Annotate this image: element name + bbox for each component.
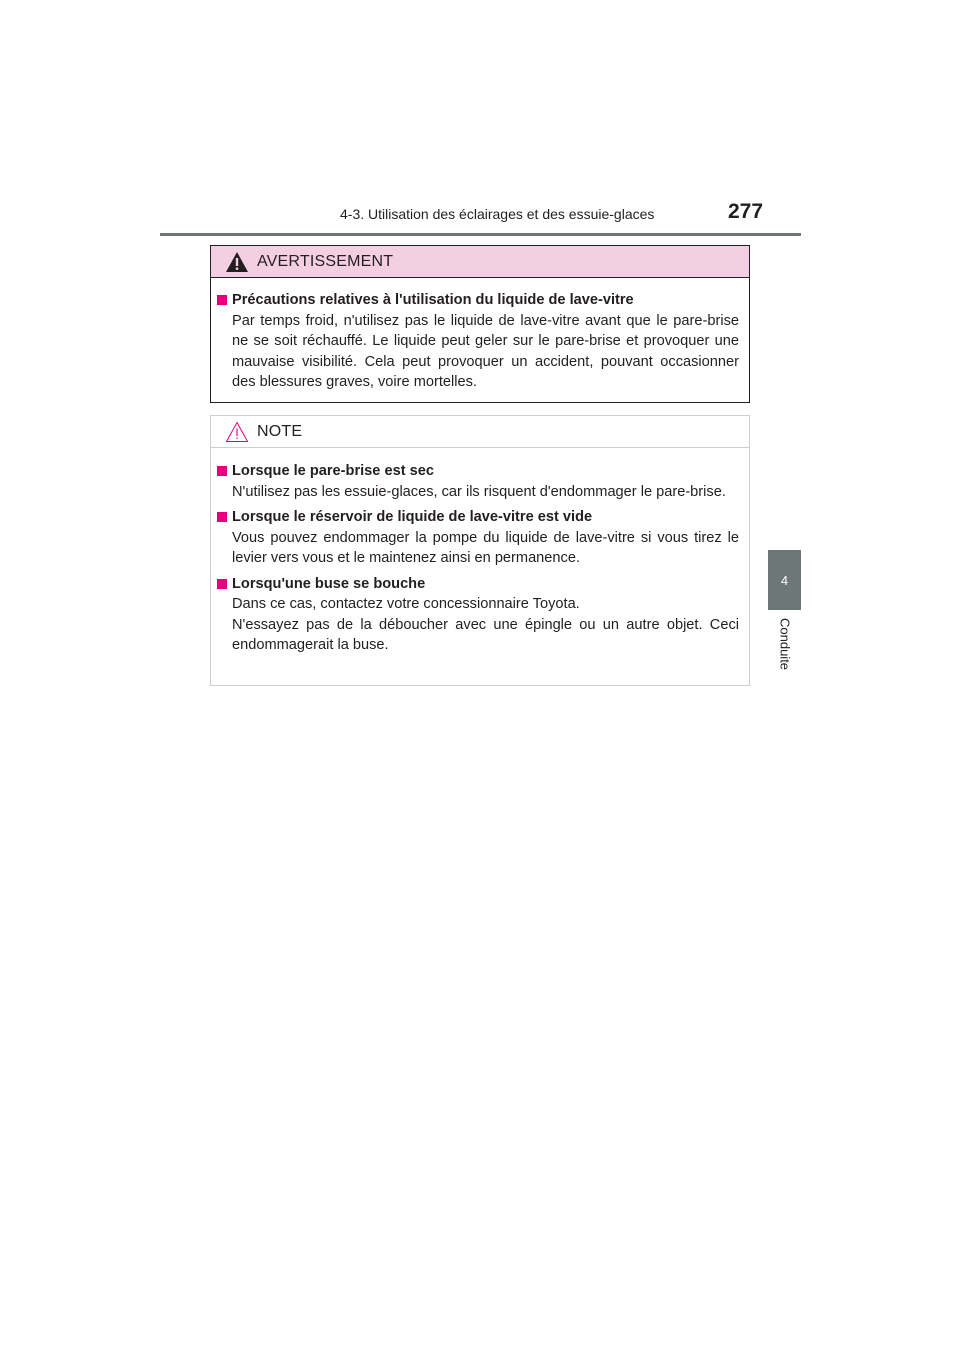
note-item-title: [217, 574, 739, 595]
warning-item-title-text: Précautions relatives à l'utilisation du liquide de lave-vitre: [232, 292, 634, 308]
warning-box: [210, 245, 750, 403]
note-item-text: Dans ce cas, contactez votre concessionnaire Toyota.: [232, 596, 580, 612]
chapter-tab[interactable]: [768, 550, 801, 610]
section-title: 4-3. Utilisation des éclairages et des essuie-glaces: [340, 206, 655, 222]
note-item-text: N'essayez pas de la déboucher avec une épingle ou un autre objet. Ceci endommagerait la buse.: [232, 616, 739, 653]
warning-item-title: [217, 290, 739, 311]
note-item-title-text: Lorsque le réservoir de liquide de lave-vitre est vide: [232, 509, 593, 525]
note-body: [211, 448, 749, 656]
warning-item-text: Par temps froid, n'utilisez pas le liquide de lave-vitre avant que le pare-brise ne se soit réchauffé. Le liquide peut geler sur le pare-brise et provoquer une mauvaise visibilité. Cela peut provoquer un accident, pouvant occasionner des blessures graves, voire mortelles.: [232, 312, 739, 390]
note-header: [211, 416, 749, 448]
warning-heading: AVERTISSEMENT: [257, 252, 394, 270]
note-item-title: [217, 507, 739, 528]
warning-body: [211, 278, 749, 393]
header-divider: [160, 233, 801, 236]
page-number: 277: [728, 200, 764, 223]
note-item-title: [217, 461, 739, 482]
note-box: [210, 415, 750, 686]
chapter-number: 4: [780, 572, 789, 588]
bullet-square-icon: [217, 512, 227, 522]
note-item-title-text: Lorsque le pare-brise est sec: [232, 463, 434, 479]
bullet-square-icon: [217, 466, 227, 476]
note-item-text: N'utilisez pas les essuie-glaces, car ils risquent d'endommager le pare-brise.: [232, 483, 726, 500]
note-item-title-text: Lorsqu'une buse se bouche: [232, 575, 426, 592]
warning-header: [211, 246, 749, 278]
chapter-label: Conduite: [777, 618, 793, 671]
caution-outline-triangle-icon: [225, 421, 249, 443]
note-item-text: Vous pouvez endommager la pompe du liquide de lave-vitre si vous tirez le levier vers vous et le maintenez ainsi en permanence.: [232, 529, 739, 566]
bullet-square-icon: [217, 295, 227, 305]
note-heading: NOTE: [257, 422, 303, 440]
warning-triangle-icon: [225, 251, 249, 273]
bullet-square-icon: [217, 579, 227, 589]
